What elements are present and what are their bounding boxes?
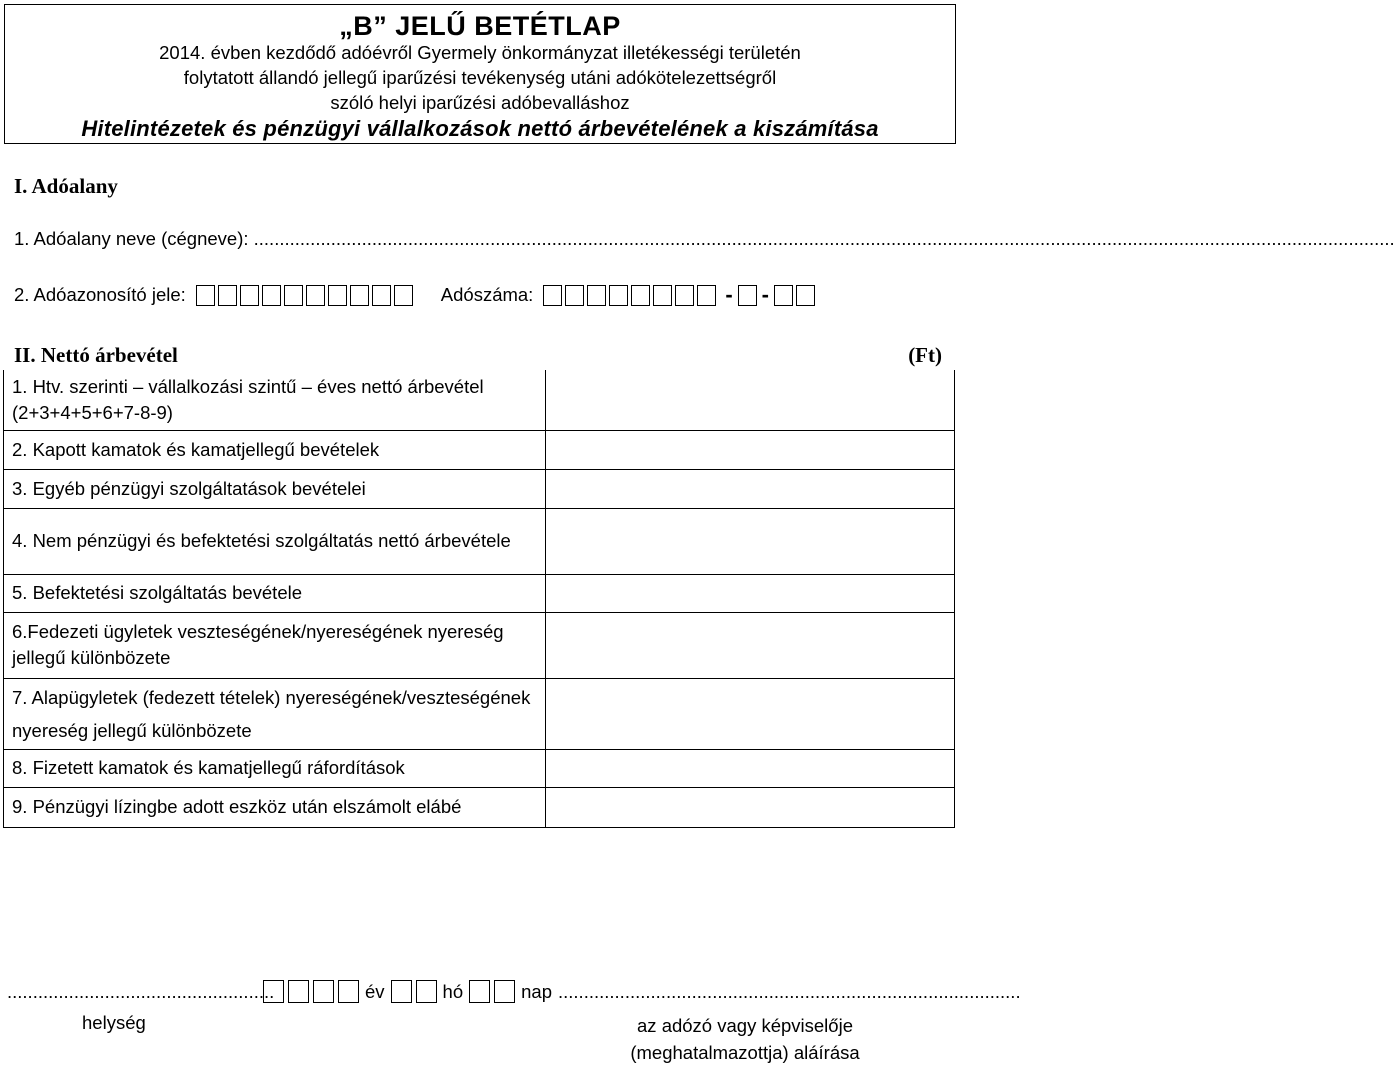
place-caption: helység <box>82 1012 146 1033</box>
tax-number-box[interactable] <box>631 285 650 306</box>
tax-number-label: Adószáma: <box>440 284 534 305</box>
tax-number-box[interactable] <box>609 285 628 306</box>
header-line-1: 2014. évben kezdődő adóévről Gyermely önkormányzat illetékességi területén <box>159 42 801 63</box>
year-boxes[interactable] <box>263 980 359 1003</box>
row-value-field[interactable] <box>546 508 955 574</box>
tax-number-box[interactable] <box>587 285 606 306</box>
tax-number-separator: - <box>761 282 769 307</box>
table-row <box>4 508 955 574</box>
section-2-heading: II. Nettó árbevétel <box>14 343 178 367</box>
table-row <box>4 612 955 678</box>
tax-number-box[interactable] <box>796 285 815 306</box>
row-label: 7. Alapügyletek (fedezett tételek) nyereségének/veszteségének nyereség jellegű különbözete <box>4 678 546 749</box>
row-value-field[interactable] <box>546 612 955 678</box>
form-subtitle: Hitelintézetek és pénzügyi vállalkozások nettó árbevételének a kiszámítása <box>81 116 879 141</box>
row-label: 4. Nem pénzügyi és befektetési szolgáltatás nettó árbevétele <box>4 508 546 574</box>
year-label: év <box>365 980 385 1002</box>
taxpayer-name-row <box>14 228 1395 250</box>
year-box[interactable] <box>263 980 284 1003</box>
tax-id-label: 2. Adóazonosító jele: <box>14 284 186 305</box>
tax-id-box[interactable] <box>350 285 369 306</box>
tax-number-county-boxes[interactable] <box>774 285 815 306</box>
day-boxes[interactable] <box>469 980 515 1003</box>
tax-number-box[interactable] <box>565 285 584 306</box>
tax-id-box[interactable] <box>218 285 237 306</box>
tax-id-box[interactable] <box>328 285 347 306</box>
signer-caption <box>600 1012 890 1066</box>
signer-caption-line-1: az adózó vagy képviselője <box>637 1015 853 1036</box>
tax-id-box[interactable] <box>372 285 391 306</box>
table-row <box>4 749 955 787</box>
tax-number-box[interactable] <box>675 285 694 306</box>
row-value-field[interactable] <box>546 678 955 749</box>
place-field[interactable]: .................................................... <box>7 980 275 1002</box>
day-label: nap <box>521 980 552 1002</box>
row-value-field[interactable] <box>546 430 955 469</box>
tax-number-box[interactable] <box>697 285 716 306</box>
row-label: 6.Fedezeti ügyletek veszteségének/nyereségének nyereség jellegű különbözete <box>4 612 546 678</box>
tax-number-main-boxes[interactable] <box>543 285 716 306</box>
tax-id-box[interactable] <box>306 285 325 306</box>
month-boxes[interactable] <box>391 980 437 1003</box>
table-row <box>4 430 955 469</box>
tax-number-box[interactable] <box>543 285 562 306</box>
row-value-field[interactable] <box>546 749 955 787</box>
tax-id-box[interactable] <box>284 285 303 306</box>
row-label: 2. Kapott kamatok és kamatjellegű bevételek <box>4 430 546 469</box>
year-box[interactable] <box>313 980 334 1003</box>
day-box[interactable] <box>494 980 515 1003</box>
tax-ids-row <box>14 282 815 308</box>
year-box[interactable] <box>338 980 359 1003</box>
tax-id-box[interactable] <box>394 285 413 306</box>
table-row <box>4 678 955 749</box>
tax-number-box[interactable] <box>738 285 757 306</box>
row-value-field[interactable] <box>546 370 955 430</box>
row-value-field[interactable] <box>546 574 955 612</box>
tax-number-separator: - <box>725 282 733 307</box>
header-line-3: szóló helyi iparűzési adóbevalláshoz <box>330 92 630 113</box>
tax-id-boxes[interactable] <box>196 285 413 306</box>
form-title: „B” JELŰ BETÉTLAP <box>339 11 621 41</box>
tax-id-box[interactable] <box>262 285 281 306</box>
tax-id-box[interactable] <box>196 285 215 306</box>
tax-number-vat-box[interactable] <box>738 285 757 306</box>
day-box[interactable] <box>469 980 490 1003</box>
row-label: 1. Htv. szerinti – vállalkozási szintű – éves nettó árbevétel (2+3+4+5+6+7-8-9) <box>4 370 546 430</box>
month-box[interactable] <box>391 980 412 1003</box>
date-signature-row <box>7 980 1021 1003</box>
revenue-table <box>3 370 955 828</box>
tax-id-box[interactable] <box>240 285 259 306</box>
table-row <box>4 574 955 612</box>
table-row <box>4 469 955 508</box>
row-label: 5. Befektetési szolgáltatás bevétele <box>4 574 546 612</box>
row-value-field[interactable] <box>546 787 955 827</box>
month-box[interactable] <box>416 980 437 1003</box>
header-line-2: folytatott állandó jellegű iparűzési tevékenység utáni adókötelezettségről <box>183 67 777 88</box>
row-label: 8. Fizetett kamatok és kamatjellegű ráfordítások <box>4 749 546 787</box>
row-label: 9. Pénzügyi lízingbe adott eszköz után elszámolt elábé <box>4 787 546 827</box>
tax-number-box[interactable] <box>653 285 672 306</box>
month-label: hó <box>442 980 464 1002</box>
tax-number-box[interactable] <box>774 285 793 306</box>
taxpayer-name-field[interactable]: .............................................................................................................................................................................................................................. <box>253 228 1395 249</box>
currency-unit: (Ft) <box>908 343 942 367</box>
year-box[interactable] <box>288 980 309 1003</box>
signature-field[interactable]: .......................................................................................... <box>558 980 1021 1002</box>
section-1-heading: I. Adóalany <box>14 174 118 198</box>
form-header <box>4 4 956 144</box>
taxpayer-name-label: 1. Adóalany neve (cégneve): <box>14 228 254 249</box>
table-row <box>4 787 955 827</box>
table-row <box>4 370 955 430</box>
row-label: 3. Egyéb pénzügyi szolgáltatások bevételei <box>4 469 546 508</box>
signer-caption-line-2: (meghatalmazottja) aláírása <box>630 1042 860 1063</box>
row-value-field[interactable] <box>546 469 955 508</box>
